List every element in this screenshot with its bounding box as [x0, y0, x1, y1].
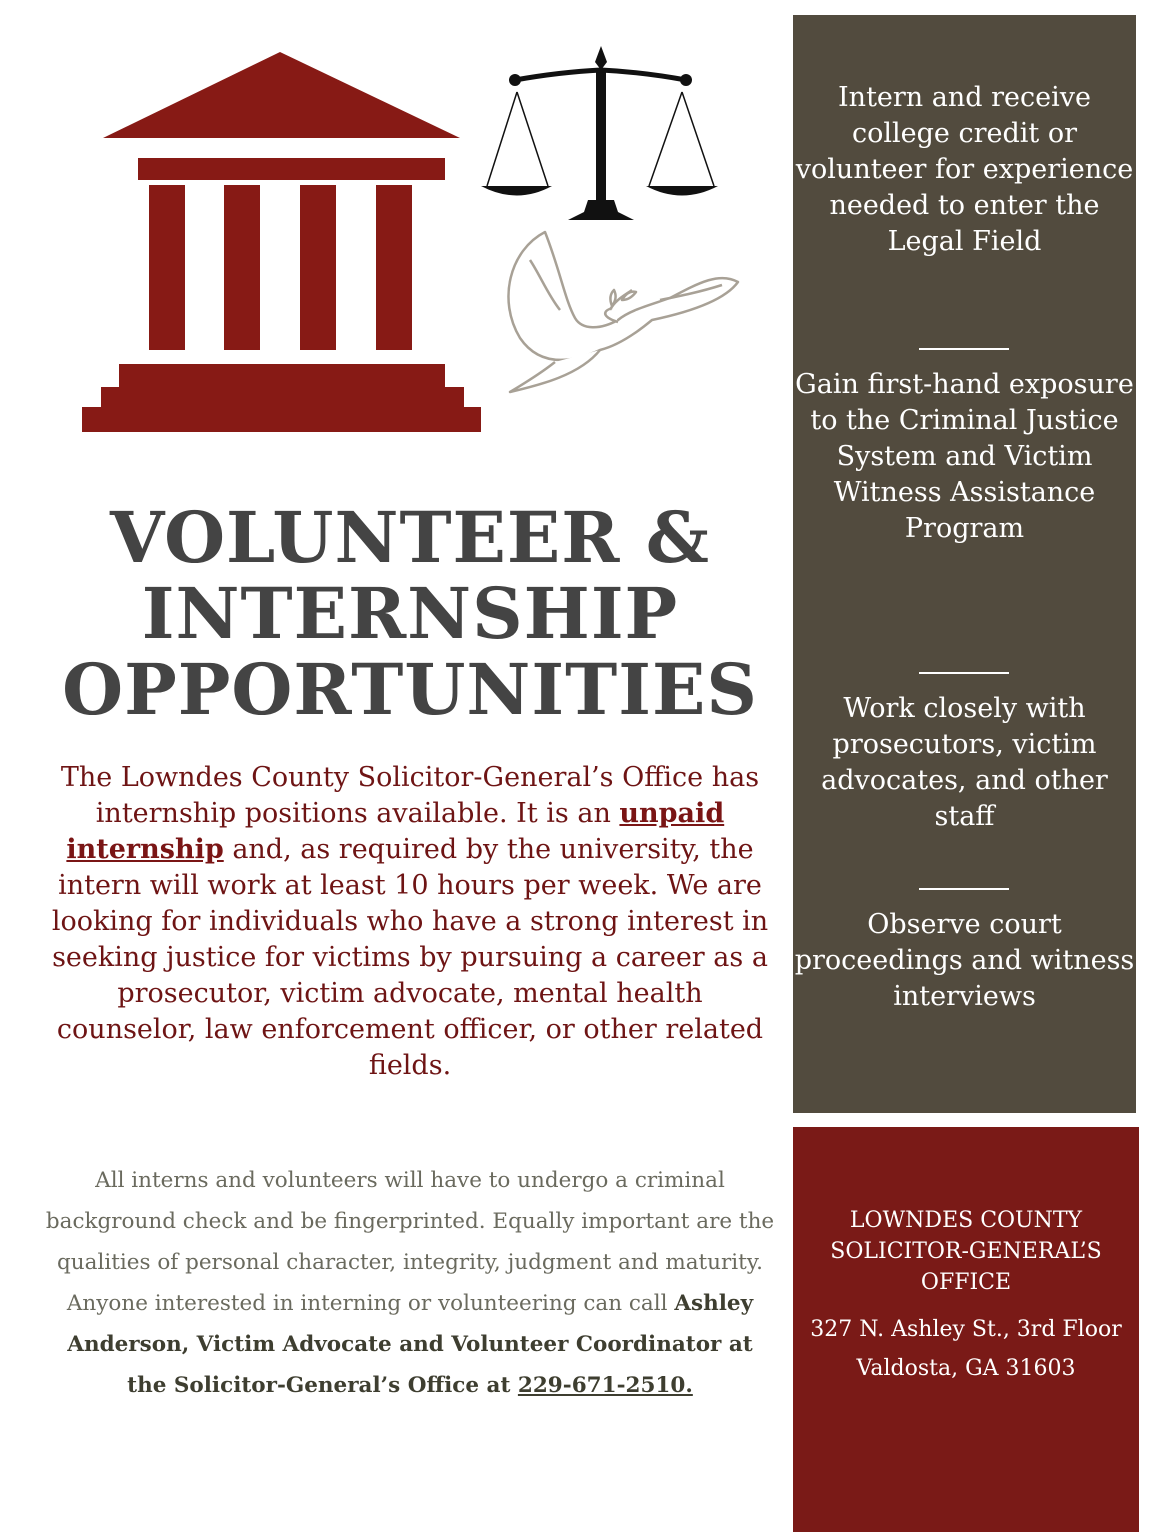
sidebar-divider	[919, 672, 1009, 674]
contact-box	[793, 1127, 1139, 1532]
benefits-sidebar	[793, 15, 1136, 1113]
dove-icon	[508, 232, 738, 392]
page-title	[30, 496, 790, 731]
phone-number[interactable]: 229-671-2510.	[517, 1373, 693, 1398]
sidebar-divider	[919, 348, 1009, 350]
title-line-2: INTERNSHIP	[141, 572, 679, 655]
sidebar-divider	[919, 888, 1009, 890]
intro-text-2: and, as required by the university, the intern will work at least 10 hours per week. We are looking for individuals who have a strong interest in seeking justice for victims by pursuing a career as a prosecutor, victim advocate, mental health counselor, law enforcement officer, or other related fields.	[51, 834, 769, 1081]
intro-text-1: The Lowndes County Solicitor-General’s Office has internship positions available. It is an	[60, 762, 760, 829]
contact-person: Ashley Anderson, Victim Advocate and Volunteer Coordinator at the Solicitor-General’s Office at	[67, 1291, 754, 1398]
benefit-item-4: Observe court proceedings and witness interviews	[794, 909, 1135, 1012]
title-line-1: VOLUNTEER &	[109, 496, 711, 579]
intro-paragraph	[45, 760, 775, 1084]
unpaid-internship-emphasis: unpaid internship	[66, 798, 725, 865]
scales-of-justice-icon	[481, 46, 718, 220]
requirements-paragraph	[45, 1160, 775, 1406]
title-line-3: OPPORTUNITIES	[62, 648, 758, 731]
office-name: LOWNDES COUNTY SOLICITOR-GENERAL’S OFFICE	[830, 1208, 1102, 1295]
office-address: 327 N. Ashley St., 3rd Floor Valdosta, GA 31603	[810, 1317, 1122, 1381]
benefit-item-1: Intern and receive college credit or volunteer for experience needed to enter the Legal Field	[795, 82, 1134, 257]
requirements-text: All interns and volunteers will have to undergo a criminal background check and be fingerprinted. Equally important are the qualities of personal character, integrity, judgment and maturity. Anyone interested in interning or volunteering can call	[45, 1168, 775, 1316]
benefit-item-3: Work closely with prosecutors, victim advocates, and other staff	[821, 693, 1108, 832]
benefit-item-2: Gain first-hand exposure to the Criminal Justice System and Victim Witness Assistance Program	[795, 369, 1134, 544]
header-graphics	[0, 0, 780, 460]
courthouse-icon	[82, 52, 481, 432]
